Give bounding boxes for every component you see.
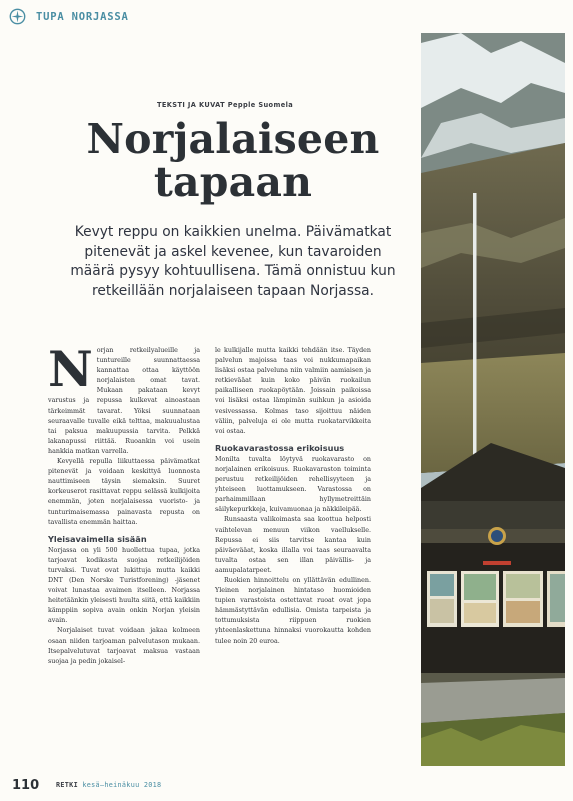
body-column-1: [48, 340, 200, 667]
body-paragraph: Norjassa on yli 500 huollettua tupaa, jotka tarjoavat kodikasta suojaa retkeilijöiden turvaksi. Tuvat ovat lukittuja mutta kaikki DNT (Den Norske Turistforening) -jäsenet voivat lunastaa avaimen itselleen. Norjassa heitetäänkin yleisesti huulta siitä, että kaikkiin kämppiin sopiva avain onkin Norjan yleisin avain.: [48, 546, 200, 625]
body-paragraph: Kevyellä repulla liikuttaessa päivämatkat pitenevät ja voidaan keskittyä luonnosta nauttimiseen täysin siemaksin. Suuret korkeuserot rasittavat reppu selässä kulkijoita enemmän, joten norjalaisessa vuoristo- ja tunturimaisemassa painavasta repusta on tavallista enemmän haittaa.: [48, 458, 200, 526]
section-label: TUPA NORJASSA: [36, 11, 129, 23]
body-paragraph: Ruokien hinnoittelu on yllättävän edullinen. Yleinen norjalainen hintataso huomioiden tupien varastoista ostettavat ruoat ovat jopa hämmästyttävän edullisia. Omista tarpeista ja tottumuksista riippuen ruokien yhteenlaskettuna hinnaksi vuorokautta kohden tulee noin 20 euroa.: [215, 576, 371, 645]
body-paragraph: le kulkijalle mutta kaikki tehdään itse. Täyden palvelun majoissa taas voi nukkumapaikan lisäksi ostaa palveluna niin valmiin aamiaisen ja retkievääat kuin koko päivän ruokailun paikalliseen ruokapöytään. Joissain paikoissa voi lisäksi ostaa lämpimän suihkun ja asioida vesivessassa. Kolmas taso sijoittuu näiden väliin, palveluja ei ole mutta ruokatarvikkeita voi ostaa.: [215, 347, 371, 435]
lead-line: määrä pysyy kohtuullisena. Tämä onnistuu kun: [70, 263, 396, 279]
subheading: Yleisavaimella sisään: [48, 533, 147, 544]
title-line-1: Norjalaiseen: [86, 115, 380, 163]
body-paragraph: [48, 340, 200, 457]
hut-photo: [421, 33, 565, 766]
page-number: 110: [12, 778, 40, 793]
body-paragraph: Monilta tuvalta löytyvä ruokavarasto on norjalainen erikoisuus. Ruokavaraston toiminta perustuu retkeilijöiden rehellisyyteen ja yhteiseen luottamukseen. Varastossa on parhaimmillaan hyllymetreittäin säilykepurkkeja, kuivamuonaa ja näkkileipää.: [215, 455, 371, 514]
lead-line: pitenevät ja askel kevenee, kun tavaroiden: [84, 243, 382, 260]
footer-magazine: [56, 781, 161, 789]
compass-icon: [9, 8, 26, 25]
drop-cap: N: [48, 340, 93, 398]
subheading: Ruokavarastossa erikoisuus: [215, 442, 345, 453]
lead-line: Kevyt reppu on kaikkien unelma. Päivämatkat: [74, 224, 392, 240]
byline: TEKSTI JA KUVAT Pepple Suomela: [157, 101, 294, 109]
article-title: [50, 115, 416, 206]
body-column-2: [215, 346, 371, 647]
lead-line: retkeillään norjalaiseen tapaan Norjassa.: [92, 282, 374, 299]
paragraph-text: orjan retkeilyalueille ja tuntureille suunnattaessa kannattaa ottaa käyttöön norjalaisten omat tavat. Mukaan pakataan kevyt varustus ja repussa kulkevat ainoastaan tärkeimmät tavarat. Yöksi suunnataan seuraavalle tuvalle eikä telttaa, makuualustaa tai paksua makuupussia tarvita. Pelkkä lakanapussi riittää. Ruoankin voi usein hankkia matkan varrella.: [48, 347, 200, 455]
body-paragraph: Runsaasta valikoimasta saa koottua helposti vaihtelevan menuun viikon vaellukselle. Repussa ei siis tarvitse kantaa kuin päiväevääat, koska illalla voi taas seuraavalta tuvalta ostaa sen illan päivällis- ja aamupalatarpeet.: [215, 516, 371, 574]
issue-label: kesä–heinäkuu 2018: [82, 781, 162, 789]
title-line-2: tapaan: [153, 158, 313, 206]
magazine-name: RETKI: [56, 781, 78, 789]
body-paragraph: Norjalaiset tuvat voidaan jakaa kolmeen osaan niiden tarjoaman palvelutason mukaan. Itsepalvelutuvat tarjoavat maksua vastaan suojaa ja pedin jokaisel-: [48, 627, 200, 665]
article-lead: [48, 223, 418, 301]
